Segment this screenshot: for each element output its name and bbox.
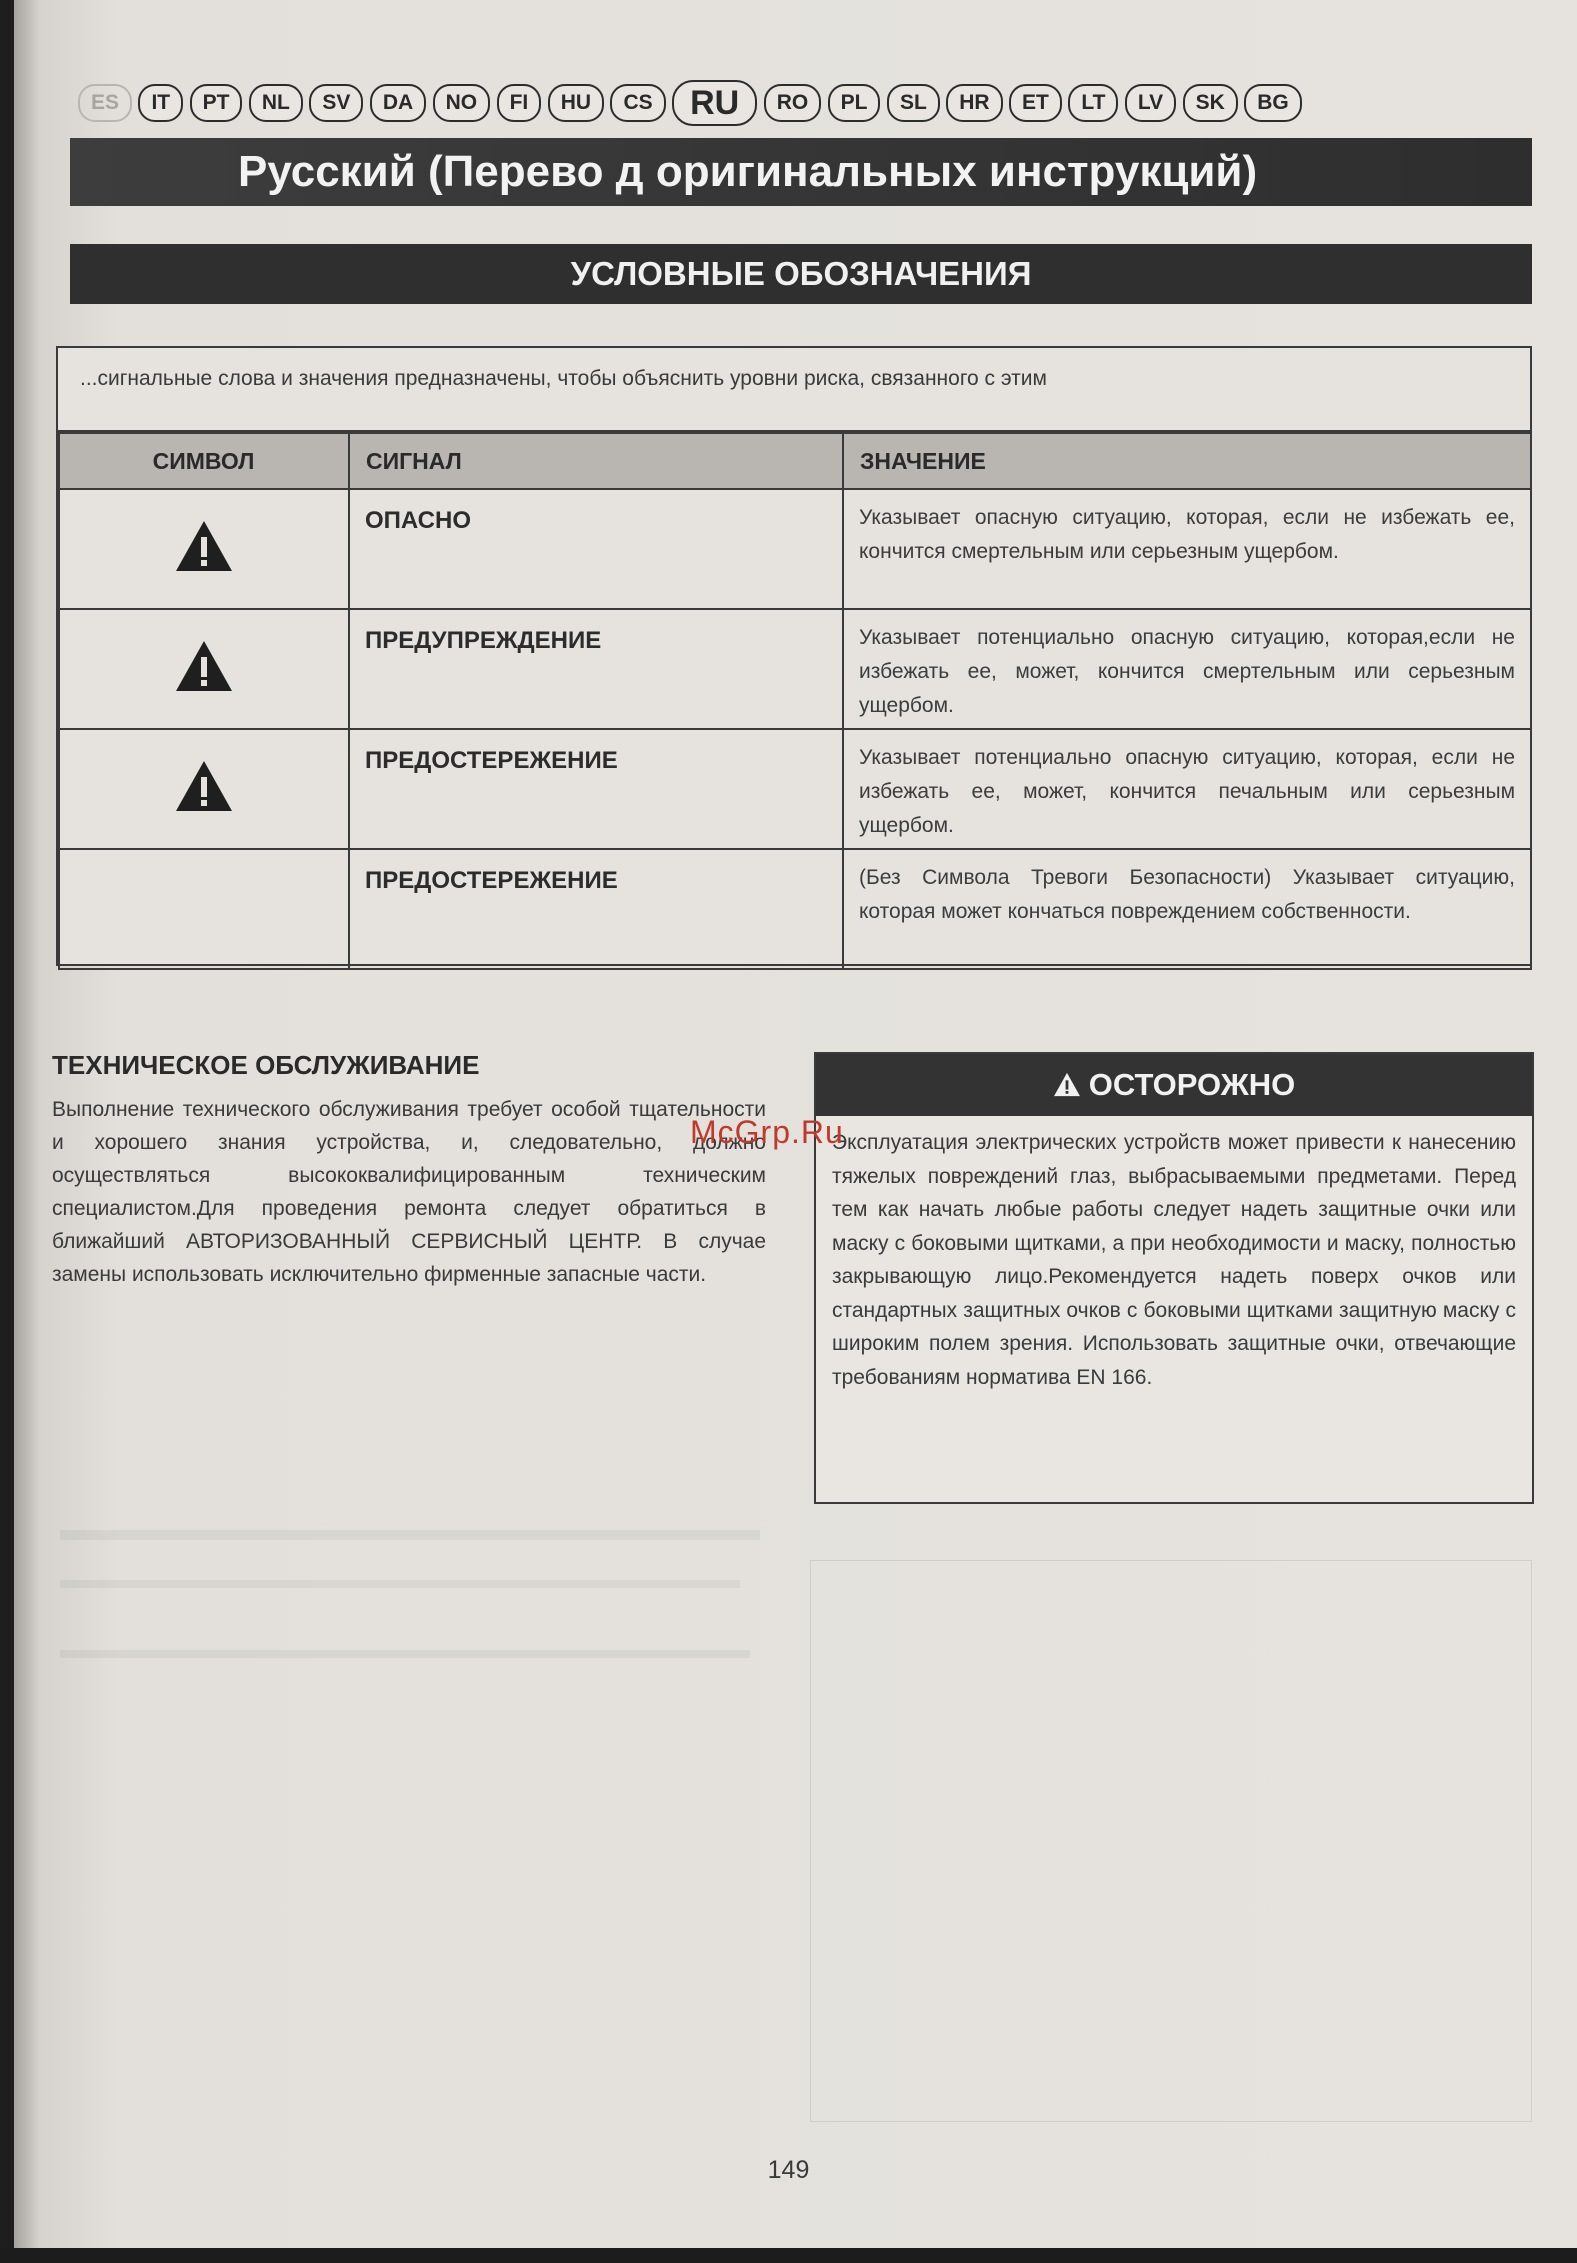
show-through-shadow [810,1560,1532,2122]
signal-words-table [56,346,1532,966]
header-signal: СИГНАЛ [349,433,843,489]
lang-tab[interactable]: HU [548,84,604,122]
meaning-cell [843,489,1531,609]
meaning-text: Указывает потенциально опасную ситуацию, которая, если не избежать ее, может, кончится печальным или серьезным ущербом. [859,746,1515,837]
lang-tab[interactable]: IT [138,84,183,122]
meaning-text: Указывает опасную ситуацию, которая, если не избежать ее, кончится смертельным или серьезным ущербом. [859,506,1515,563]
lang-tab[interactable]: CS [610,84,665,122]
table-row [59,489,1531,609]
lang-tab[interactable]: NO [433,84,491,122]
show-through-shadow [60,1530,760,1540]
show-through-shadow [60,1650,750,1658]
lang-tab[interactable]: FI [497,84,542,122]
symbol-cell-empty [59,849,349,969]
table-header-row [59,433,1531,489]
signal-cell [349,849,843,969]
signal-cell [349,609,843,729]
maintenance-text: Выполнение технического обслуживания требует особой тщательности и хорошего знания устройства, и, следовательно, должно осуществляться высококвалифицированным техническим специалистом.Для проведения ремонта следует обратиться в ближайший АВТОРИЗОВАННЫЙ СЕРВИСНЫЙ ЦЕНТР. В случае замены использовать исключительно фирменные запасные части. [52,1098,766,1286]
lang-tab[interactable]: BG [1244,84,1302,122]
lang-tab[interactable]: PL [828,84,881,122]
header-symbol: СИМВОЛ [59,433,349,489]
page-title: Русский (Перево д оригинальных инструкций) [70,138,1532,206]
show-through-shadow [60,1580,740,1588]
lang-tab-active[interactable]: RU [672,80,757,126]
signal-word: ПРЕДОСТЕРЕЖЕНИЕ [365,867,618,894]
meaning-text: (Без Символа Тревоги Безопасности) Указывает ситуацию, которая может кончаться повреждением собственности. [859,866,1515,923]
lang-tab[interactable]: HR [946,84,1002,122]
lang-tab[interactable]: NL [249,84,303,122]
page-number: 149 [767,2156,810,2184]
lang-tab[interactable]: SL [887,84,940,122]
lang-tab[interactable]: LT [1068,84,1118,122]
table-intro: ...сигнальные слова и значения предназначены, чтобы объяснить уровни риска, связанного с этим [58,348,1530,432]
maintenance-heading: ТЕХНИЧЕСКОЕ ОБСЛУЖИВАНИЕ [52,1050,480,1080]
lang-tab[interactable]: PT [190,84,243,122]
warning-text: Эксплуатация электрических устройств может привести к нанесению тяжелых повреждений глаз, выбрасываемыми предметами. Перед тем как начать любые работы следует надеть защитные очки или маску с боковыми щитками, а при необходимости и маску, полностью закрывающую лицо.Рекомендуется надеть поверх очков или стандартных защитных очков с боковыми щитками защитную маску с широким полем зрения. Использовать защитные очки, отвечающие требованиям норматива EN 166. [832,1131,1516,1389]
warning-heading-text: ОСТОРОЖНО [1088,1067,1296,1102]
table-row [59,849,1531,969]
meaning-cell [843,849,1531,969]
signal-word: ПРЕДУПРЕЖДЕНИЕ [365,627,602,654]
maintenance-section [52,1050,766,1291]
lang-tab[interactable]: RO [764,84,822,122]
language-tabs [78,80,1528,124]
signal-cell [349,729,843,849]
header-meaning: ЗНАЧЕНИЕ [843,433,1531,489]
warning-triangle-icon [174,519,234,573]
warning-heading [816,1054,1532,1116]
symbol-cell [59,729,349,849]
lang-tab[interactable]: SV [309,84,363,122]
symbol-cell [59,609,349,729]
lang-tab[interactable]: LV [1125,84,1176,122]
warning-triangle-icon [174,759,234,813]
table-row [59,729,1531,849]
signal-word: ОПАСНО [365,507,471,534]
page-bottom-edge [0,2248,1577,2263]
lang-tab[interactable]: DA [370,84,426,122]
lang-tab[interactable]: SK [1183,84,1238,122]
watermark: McGrp.Ru [690,1114,844,1150]
warning-triangle-icon [174,639,234,693]
lang-tab[interactable]: ET [1009,84,1062,122]
table-row [59,609,1531,729]
warning-box [814,1052,1534,1504]
book-binding-shadow [0,0,14,2263]
lang-tab-faded: ES [78,84,132,122]
meaning-text: Указывает потенциально опасную ситуацию, которая,если не избежать ее, может, кончится смертельным или серьезным ущербом. [859,626,1515,717]
symbol-cell [59,489,349,609]
meaning-cell [843,609,1531,729]
warning-triangle-icon [1053,1056,1081,1118]
meaning-cell [843,729,1531,849]
section-title: УСЛОВНЫЕ ОБОЗНАЧЕНИЯ [70,244,1532,304]
signal-cell [349,489,843,609]
signal-word: ПРЕДОСТЕРЕЖЕНИЕ [365,747,618,774]
